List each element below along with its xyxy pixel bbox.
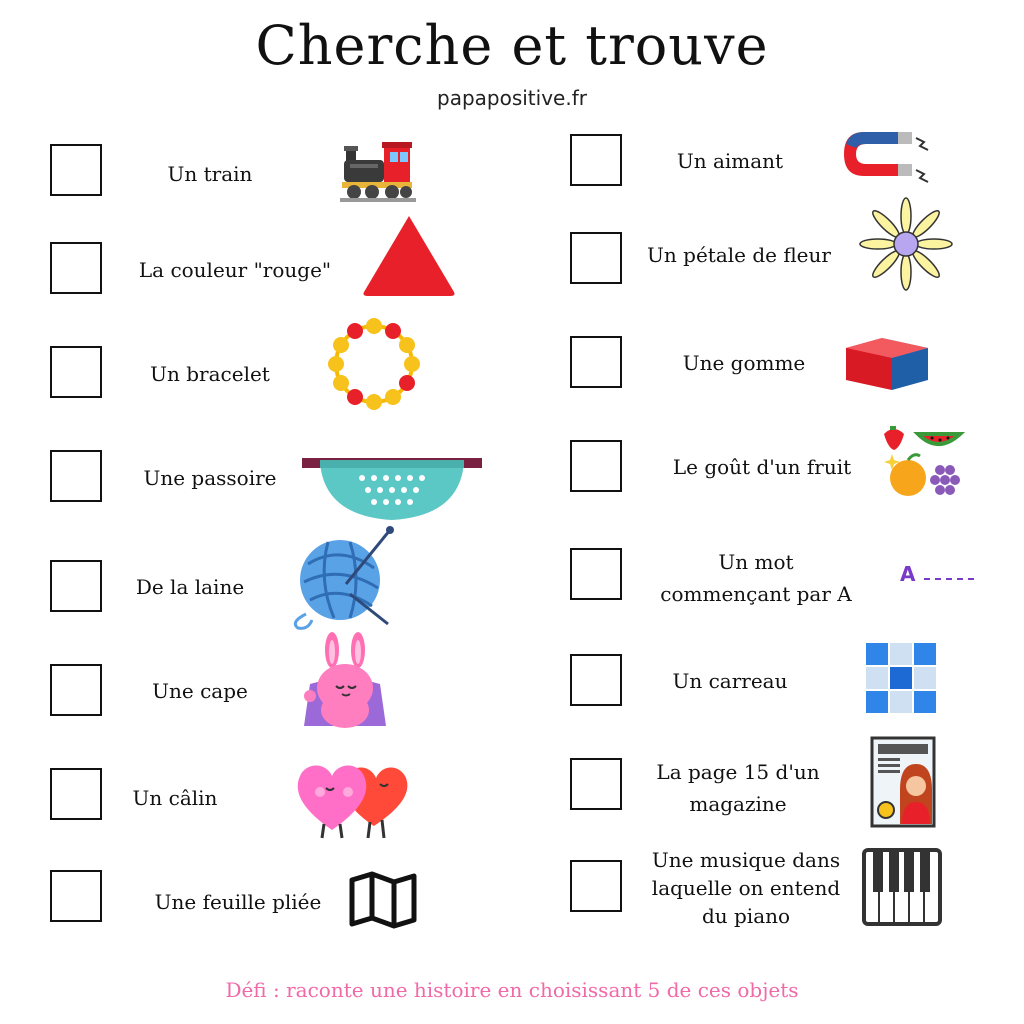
- fruits-icon: [880, 420, 966, 504]
- checkbox-magazine[interactable]: [570, 758, 622, 810]
- bracelet-icon: [322, 314, 426, 414]
- letter-a-icon: [900, 562, 915, 586]
- item-label-piano-line3: du piano: [701, 904, 791, 928]
- letter-a-text: A: [900, 562, 916, 586]
- item-label-petale: Un pétale de fleur: [647, 243, 831, 267]
- bunny-cape-icon: [300, 630, 390, 732]
- checkbox-train[interactable]: [50, 144, 102, 196]
- item-label-calin: Un câlin: [132, 786, 218, 810]
- yarn-ball-icon: [288, 524, 396, 630]
- tile-icon: [866, 643, 936, 713]
- red-triangle-icon: [360, 212, 458, 298]
- magnet-icon: [840, 124, 936, 188]
- item-label-carreau: Un carreau: [672, 669, 788, 693]
- checkbox-carreau[interactable]: [570, 654, 622, 706]
- item-label-cape: Une cape: [152, 679, 248, 703]
- item-label-gomme: Une gomme: [682, 351, 806, 375]
- challenge-footer: Défi : raconte une histoire en choisissant 5 de ces objets: [225, 978, 799, 1002]
- item-label-train: Un train: [167, 162, 253, 186]
- item-label-feuille: Une feuille pliée: [154, 890, 322, 914]
- item-label-magazine-line1: La page 15 d'un: [656, 760, 820, 784]
- item-label-piano-line1: Une musique dans: [651, 848, 841, 872]
- folded-map-icon: [348, 870, 418, 930]
- item-label-mot-a: [636, 546, 876, 610]
- flower-icon: [858, 196, 954, 292]
- checkbox-fruit[interactable]: [570, 440, 622, 492]
- item-label-piano: [648, 846, 844, 930]
- item-label-passoire: Une passoire: [143, 466, 277, 490]
- checkbox-aimant[interactable]: [570, 134, 622, 186]
- checkbox-laine[interactable]: [50, 560, 102, 612]
- checkbox-mot-a[interactable]: [570, 548, 622, 600]
- magazine-icon: [870, 736, 936, 828]
- train-icon: [340, 136, 416, 204]
- checkbox-feuille[interactable]: [50, 870, 102, 922]
- colander-icon: [302, 450, 482, 524]
- item-label-mot-a-line2: commençant par A: [660, 582, 852, 606]
- checkbox-piano[interactable]: [570, 860, 622, 912]
- checkbox-rouge[interactable]: [50, 242, 102, 294]
- checkbox-passoire[interactable]: [50, 450, 102, 502]
- checkbox-cape[interactable]: [50, 664, 102, 716]
- item-label-rouge: La couleur "rouge": [138, 258, 332, 282]
- item-label-magazine-line2: magazine: [689, 792, 787, 816]
- item-label-fruit: Le goût d'un fruit: [672, 455, 852, 479]
- checkbox-bracelet[interactable]: [50, 346, 102, 398]
- checkbox-petale[interactable]: [570, 232, 622, 284]
- checkbox-calin[interactable]: [50, 768, 102, 820]
- item-label-magazine: [650, 756, 826, 820]
- item-label-piano-line2: laquelle on entend: [651, 876, 841, 900]
- letter-dashes-icon: [924, 578, 974, 582]
- eraser-icon: [842, 330, 932, 392]
- item-label-laine: De la laine: [135, 575, 245, 599]
- piano-icon: [862, 848, 942, 926]
- hugging-hearts-icon: [290, 754, 416, 842]
- site-url: papapositive.fr: [437, 86, 587, 110]
- item-label-mot-a-line1: Un mot: [718, 550, 794, 574]
- page-title: Cherche et trouve: [255, 14, 769, 77]
- item-label-aimant: Un aimant: [676, 149, 784, 173]
- checkbox-gomme[interactable]: [570, 336, 622, 388]
- item-label-bracelet: Un bracelet: [150, 362, 270, 386]
